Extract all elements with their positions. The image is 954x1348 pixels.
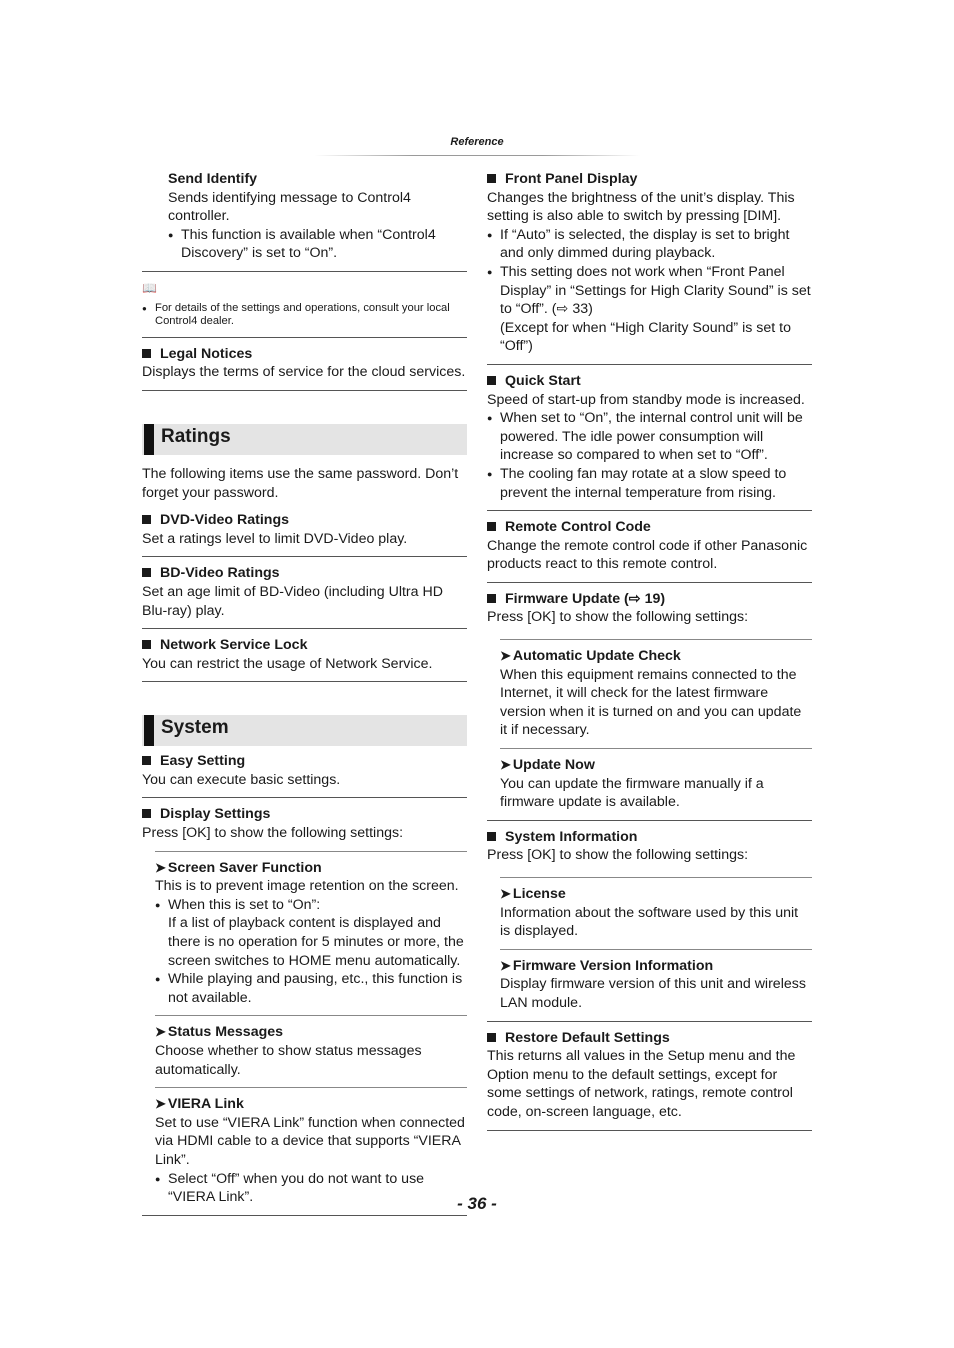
bd-ratings-heading — [142, 564, 467, 583]
front-panel-desc: Changes the brightness of the unit’s display. This setting is also able to switch by pressing [DIM]. — [487, 189, 795, 225]
front-panel-bullet-2-more: (Except for when “High Clarity Sound” is set to “Off”) — [500, 319, 791, 355]
divider — [155, 851, 467, 852]
legal-notices-heading — [142, 345, 467, 364]
legal-notices-desc: Displays the terms of service for the cloud services. — [142, 364, 466, 381]
arrow-icon: ➤ — [500, 886, 511, 901]
quick-start-heading — [487, 372, 812, 391]
divider — [500, 877, 812, 878]
viera-link-bullet: ● Select “Off” when you do not want to use “VIERA Link”. — [155, 1170, 467, 1207]
ratings-section-header — [142, 424, 467, 455]
system-information-title: System Information — [505, 828, 638, 845]
header-divider — [315, 155, 640, 156]
square-bullet-icon — [487, 832, 496, 841]
arrow-icon: ➤ — [155, 859, 166, 875]
automatic-update-check-desc: When this equipment remains connected to the Internet, it will check for the latest firmware version when it is turned on and you can update it if necessary. — [500, 666, 802, 739]
easy-setting-heading — [142, 752, 467, 771]
arrow-icon: ➤ — [500, 957, 511, 973]
update-now-block — [500, 756, 812, 812]
divider — [142, 271, 467, 272]
book-icon: 📖 — [142, 280, 157, 295]
front-panel-title: Front Panel Display — [505, 171, 638, 187]
section-bar — [144, 715, 154, 746]
system-section-title: System — [161, 717, 229, 739]
restore-default-desc: This returns all values in the Setup menu and the Option menu to the default settings, except for some settings of network, ratings, remote control code, on-screen language, etc. — [487, 1048, 796, 1120]
divider — [142, 681, 467, 682]
divider — [142, 390, 467, 391]
send-identify-desc: Sends identifying message to Control4 controller. — [168, 189, 411, 225]
network-service-lock-heading — [142, 636, 467, 655]
square-bullet-icon — [142, 809, 151, 818]
license-title: License — [512, 886, 566, 902]
firmware-version-block — [500, 957, 812, 1013]
viera-link-title: VIERA Link — [167, 1096, 244, 1113]
dvd-ratings-title: DVD-Video Ratings — [160, 512, 290, 529]
bd-ratings-desc: Set an age limit of BD-Video (including Ultra HD Blu-ray) play. — [142, 583, 443, 619]
quick-start-bullet-1: ● When set to “On”, the internal control unit will be powered. The idle power consumption will increase so compared to when set to “Off”. — [487, 409, 812, 465]
dvd-ratings-heading — [142, 511, 467, 530]
firmware-version-title: Firmware Version Information — [512, 957, 714, 974]
screen-saver-desc: This is to prevent image retention on the screen. — [155, 878, 459, 895]
restore-default-heading — [487, 1029, 812, 1048]
divider — [500, 748, 812, 749]
screen-saver-heading — [155, 859, 467, 878]
front-panel-bullet-1: ● If “Auto” is selected, the display is set to bright and only dimmed during playback. — [487, 226, 812, 263]
note-block — [142, 302, 467, 329]
screen-saver-title: Screen Saver Function — [167, 859, 322, 876]
left-column — [142, 170, 467, 1223]
automatic-update-check-block — [500, 647, 812, 740]
screen-saver-bullet-1: ● When this is set to “On”: — [155, 896, 467, 915]
square-bullet-icon — [142, 756, 151, 765]
divider — [487, 582, 812, 583]
status-messages-heading — [155, 1023, 467, 1042]
system-information-heading — [487, 828, 812, 847]
square-bullet-icon — [487, 522, 496, 531]
arrow-icon: ➤ — [500, 648, 511, 664]
divider — [142, 337, 467, 338]
automatic-update-check-title: Automatic Update Check — [512, 648, 681, 665]
quick-start-title: Quick Start — [505, 372, 581, 389]
section-bar — [144, 424, 154, 455]
easy-setting-title: Easy Setting — [160, 753, 246, 770]
restore-default-title: Restore Default Settings — [505, 1029, 670, 1046]
divider — [487, 364, 812, 365]
remote-control-code-heading — [487, 518, 812, 537]
square-bullet-icon — [142, 640, 151, 649]
divider — [487, 1130, 812, 1131]
divider — [487, 820, 812, 821]
send-identify-bullet: ● This function is available when “Control4 Discovery” is set to “On”. — [168, 226, 467, 263]
update-now-heading — [500, 756, 812, 775]
divider — [155, 1015, 467, 1016]
divider — [142, 556, 467, 557]
display-settings-heading — [142, 805, 467, 824]
viera-link-desc: Set to use “VIERA Link” function when connected via HDMI cable to a device that supports “VIERA Link”. — [155, 1114, 465, 1168]
ratings-section-title: Ratings — [161, 425, 231, 447]
square-bullet-icon — [487, 1033, 496, 1042]
right-column — [487, 170, 812, 1138]
status-messages-block — [155, 1023, 467, 1079]
page-number: - 36 - — [457, 1194, 497, 1213]
square-bullet-icon — [487, 174, 496, 183]
square-bullet-icon — [487, 376, 496, 385]
display-settings-title: Display Settings — [160, 806, 271, 823]
square-bullet-icon — [142, 568, 151, 577]
automatic-update-check-heading — [500, 647, 812, 666]
divider — [142, 1215, 467, 1216]
update-now-desc: You can update the firmware manually if a firmware update is available. — [500, 775, 764, 811]
network-service-lock-title: Network Service Lock — [160, 637, 308, 654]
viera-link-block — [155, 1095, 467, 1207]
divider — [500, 639, 812, 640]
bd-ratings-title: BD-Video Ratings — [160, 565, 280, 582]
divider — [500, 949, 812, 950]
divider — [142, 797, 467, 798]
firmware-update-title: Firmware Update (⇨ 19) — [505, 590, 666, 607]
license-desc: Information about the software used by this unit is displayed. — [500, 904, 799, 940]
easy-setting-desc: You can execute basic settings. — [142, 771, 341, 788]
divider — [155, 1087, 467, 1088]
firmware-version-desc: Display firmware version of this unit and wireless LAN module. — [500, 976, 806, 1011]
send-identify-block — [168, 170, 467, 263]
dvd-ratings-desc: Set a ratings level to limit DVD-Video play. — [142, 530, 408, 547]
firmware-update-heading — [487, 590, 812, 609]
screen-saver-bullet-2: ● While playing and pausing, etc., this function is not available. — [155, 970, 467, 1007]
status-messages-desc: Choose whether to show status messages automatically. — [155, 1043, 422, 1078]
system-information-desc: Press [OK] to show the following settings: — [487, 847, 749, 864]
square-bullet-icon — [142, 515, 151, 524]
divider — [487, 510, 812, 511]
license-block — [500, 885, 812, 941]
update-now-title: Update Now — [512, 757, 595, 774]
divider — [142, 628, 467, 629]
firmware-version-heading — [500, 957, 812, 976]
screen-saver-block — [155, 859, 467, 1008]
front-panel-bullet-2: ● This setting does not work when “Front Panel Display” in “Settings for High Clarity Sound” is set to “Off”. (⇨ 33) — [487, 263, 812, 319]
firmware-update-desc: Press [OK] to show the following settings: — [487, 609, 749, 626]
send-identify-title: Send Identify — [168, 171, 258, 187]
legal-notices-title: Legal Notices — [160, 345, 253, 362]
remote-control-code-title: Remote Control Code — [505, 519, 651, 536]
quick-start-desc: Speed of start-up from standby mode is increased. — [487, 391, 805, 408]
license-heading — [500, 885, 812, 904]
front-panel-heading — [487, 170, 812, 189]
square-bullet-icon — [487, 594, 496, 603]
square-bullet-icon — [142, 349, 151, 358]
viera-link-heading — [155, 1095, 467, 1114]
arrow-icon: ➤ — [155, 1024, 166, 1040]
system-section-header — [142, 715, 467, 746]
ratings-intro: The following items use the same password. Don’t forget your password. — [142, 465, 459, 501]
remote-control-code-desc: Change the remote control code if other Panasonic products react to this remote control. — [487, 537, 808, 573]
display-settings-desc: Press [OK] to show the following settings: — [142, 825, 404, 842]
arrow-icon: ➤ — [500, 757, 511, 773]
network-service-lock-desc: You can restrict the usage of Network Service. — [142, 655, 433, 672]
status-messages-title: Status Messages — [167, 1024, 284, 1041]
note-text: ● For details of the settings and operations, consult your local Control4 dealer. — [142, 302, 467, 329]
screen-saver-bullet-1-more: If a list of playback content is displayed and there is no operation for 5 minutes or more, the screen switches to HOME menu automatically. — [168, 915, 464, 969]
quick-start-bullet-2: ● The cooling fan may rotate at a slow speed to prevent the internal temperature from rising. — [487, 465, 812, 502]
divider — [487, 1021, 812, 1022]
arrow-icon: ➤ — [155, 1096, 166, 1112]
running-header: Reference — [450, 136, 504, 148]
